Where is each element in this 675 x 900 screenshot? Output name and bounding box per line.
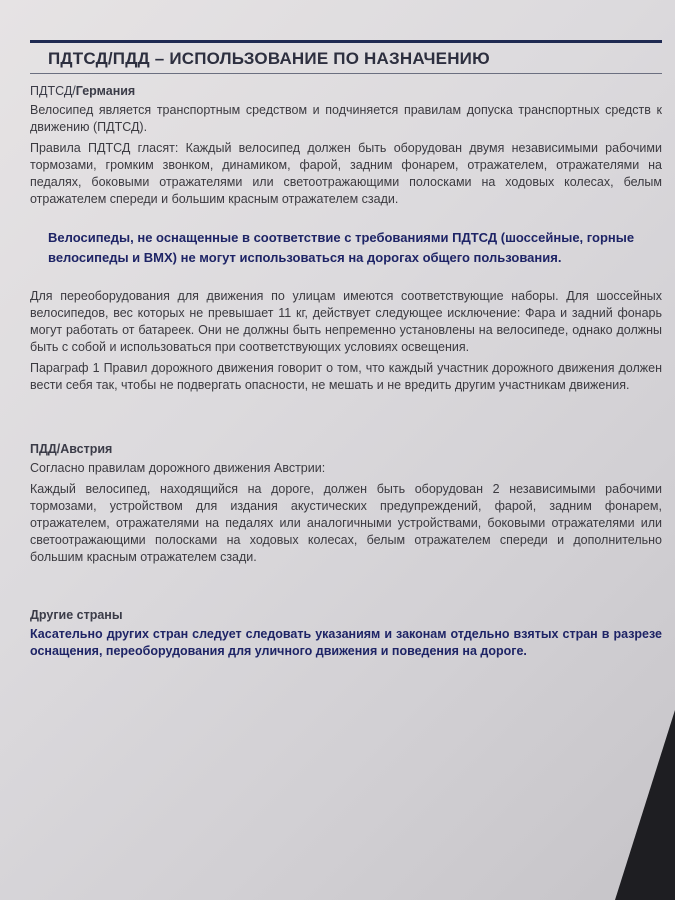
austria-paragraph-2: Каждый велосипед, находящийся на дороге, должен быть оборудован 2 независимыми рабочими тормозами, устройством для издания акустических предупреждений, фарой, задним фонарем, отражателем, отражателями на педалях или аналогичными устройствами, боковыми отражателями или светоотражающими полосками на ходовых колесах, белым отражателем спереди и дополнительно большим красным отражателем сзади. <box>30 482 662 564</box>
conversion-paragraph-1: Для переоборудования для движения по улицам имеются соответствующие наборы. Для шоссейных велосипедов, вес которых не превышает 11 кг, действует следующее исключение: Фара и задний фонарь могут работать от батареек. Они не должны быть непременно установлены на велосипеде, однако должны быть с собой и использоваться при соответствующих условиях освещения. <box>30 289 662 354</box>
page-title: ПДТСД/ПДД – ИСПОЛЬЗОВАНИЕ ПО НАЗНАЧЕНИЮ <box>48 49 490 68</box>
conversion-paragraph-2: Параграф 1 Правил дорожного движения говорит о том, что каждый участник дорожного движения должен вести себя так, чтобы не подвергать опасности, не мешать и не вредить другим участникам движения. <box>30 361 662 392</box>
austria-heading: ПДД/Австрия <box>30 442 113 456</box>
germany-heading <box>30 84 662 98</box>
austria-paragraph-1: Согласно правилам дорожного движения Австрии: <box>30 461 326 475</box>
germany-heading-country: Германия <box>75 84 136 98</box>
germany-paragraph-2: Правила ПДТСД гласят: Каждый велосипед должен быть оборудован двумя независимыми рабочими тормозами, громким звонком, динамиком, фарой, задним фонарем, отражателем, отражателями на педалях, боковыми отражателями или светоотражающими полосками на ходовых колесах, белым отражателем спереди и большим красным отражателем сзади. <box>30 141 662 206</box>
spacer <box>30 570 662 608</box>
other-countries-text: Касательно других стран следует следовать указаниям и законам отдельно взятых стран в разрезе оснащения, переоборудования для уличного движения и поведения на дороге. <box>30 627 662 658</box>
germany-paragraph-1: Велосипед является транспортным средством и подчиняется правилам допуска транспортных средств к движению (ПДТСД). <box>30 103 662 134</box>
other-countries-heading: Другие страны <box>30 608 123 622</box>
warning-callout: Велосипеды, не оснащенные в соответствие с требованиями ПДТСД (шоссейные, горные велосипеды и BMX) не могут использоваться на дорогах общего пользования. <box>48 230 635 265</box>
title-underline <box>30 73 662 74</box>
germany-heading-prefix: ПДТСД/ <box>30 84 76 98</box>
document-content <box>30 40 662 664</box>
spacer <box>30 398 662 442</box>
background-shadow <box>615 710 675 900</box>
